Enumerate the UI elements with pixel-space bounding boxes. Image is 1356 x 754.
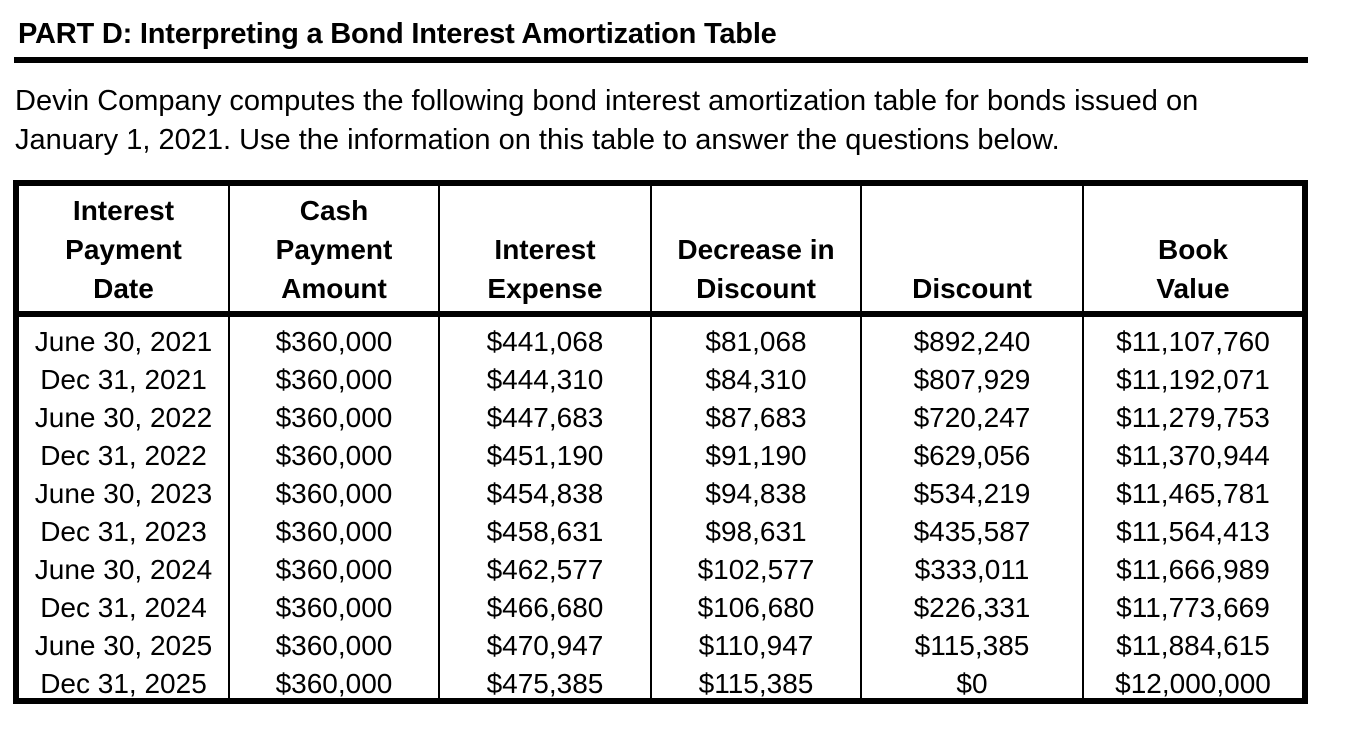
cell-interest-expense: $458,631 <box>439 513 651 551</box>
cell-payment-date: Dec 31, 2024 <box>40 592 207 623</box>
cell-decrease-in-discount: $94,838 <box>651 475 861 513</box>
cell-discount: $534,219 <box>861 475 1083 513</box>
cell-cash-payment: $360,000 <box>229 627 439 665</box>
cell-book-value: $11,279,753 <box>1083 399 1302 437</box>
title-divider <box>14 57 1308 63</box>
cell-cash-payment: $360,000 <box>229 589 439 627</box>
header-discount: Discount <box>861 186 1083 314</box>
cell-payment-date: June 30, 2025 <box>34 630 213 661</box>
cell-discount: $226,331 <box>861 589 1083 627</box>
cell-book-value: $11,666,989 <box>1083 551 1302 589</box>
table-row <box>19 361 1302 399</box>
table-header-row <box>19 186 1302 314</box>
cell-discount: $720,247 <box>861 399 1083 437</box>
cell-decrease-in-discount: $98,631 <box>651 513 861 551</box>
cell-discount: $0 <box>861 665 1083 703</box>
cell-interest-expense: $454,838 <box>439 475 651 513</box>
table-row <box>19 665 1302 703</box>
cell-payment-date: June 30, 2021 <box>34 326 213 357</box>
cell-payment-date: Dec 31, 2025 <box>40 668 207 699</box>
cell-payment-date: June 30, 2023 <box>34 478 213 509</box>
cell-interest-expense: $466,680 <box>439 589 651 627</box>
cell-payment-date: Dec 31, 2022 <box>40 440 207 471</box>
cell-book-value: $11,564,413 <box>1083 513 1302 551</box>
cell-interest-expense: $441,068 <box>439 314 651 361</box>
intro-paragraph <box>15 82 1315 160</box>
cell-discount: $629,056 <box>861 437 1083 475</box>
cell-decrease-in-discount: $87,683 <box>651 399 861 437</box>
table-row <box>19 551 1302 589</box>
cell-cash-payment: $360,000 <box>229 437 439 475</box>
cell-payment-date: Dec 31, 2021 <box>40 364 207 395</box>
table-row <box>19 513 1302 551</box>
cell-discount: $115,385 <box>861 627 1083 665</box>
cell-cash-payment: $360,000 <box>229 475 439 513</box>
cell-discount: $892,240 <box>861 314 1083 361</box>
amortization-table <box>19 186 1302 703</box>
cell-cash-payment: $360,000 <box>229 361 439 399</box>
cell-decrease-in-discount: $81,068 <box>651 314 861 361</box>
cell-interest-expense: $451,190 <box>439 437 651 475</box>
table-row <box>19 589 1302 627</box>
cell-cash-payment: $360,000 <box>229 665 439 703</box>
cell-cash-payment: $360,000 <box>229 399 439 437</box>
cell-cash-payment: $360,000 <box>229 551 439 589</box>
table-row <box>19 627 1302 665</box>
cell-decrease-in-discount: $91,190 <box>651 437 861 475</box>
page-title: PART D: Interpreting a Bond Interest Amortization Table <box>18 18 777 50</box>
cell-book-value: $12,000,000 <box>1083 665 1302 703</box>
cell-payment-date: June 30, 2022 <box>34 402 213 433</box>
header-cash-payment-amount: Cash Payment Amount <box>229 186 439 314</box>
cell-payment-date: Dec 31, 2023 <box>40 516 207 547</box>
cell-decrease-in-discount: $115,385 <box>651 665 861 703</box>
cell-book-value: $11,465,781 <box>1083 475 1302 513</box>
table-body <box>19 314 1302 703</box>
cell-decrease-in-discount: $84,310 <box>651 361 861 399</box>
cell-payment-date: June 30, 2024 <box>34 554 213 585</box>
cell-book-value: $11,370,944 <box>1083 437 1302 475</box>
cell-interest-expense: $475,385 <box>439 665 651 703</box>
cell-interest-expense: $470,947 <box>439 627 651 665</box>
cell-cash-payment: $360,000 <box>229 513 439 551</box>
table-row <box>19 475 1302 513</box>
cell-discount: $435,587 <box>861 513 1083 551</box>
cell-book-value: $11,192,071 <box>1083 361 1302 399</box>
cell-cash-payment: $360,000 <box>229 314 439 361</box>
header-interest-payment-date: Interest Payment Date <box>19 186 229 314</box>
header-interest-expense: Interest Expense <box>439 186 651 314</box>
cell-discount: $333,011 <box>861 551 1083 589</box>
intro-line-1: Devin Company computes the following bond interest amortization table for bonds issued on <box>15 85 1199 117</box>
cell-book-value: $11,773,669 <box>1083 589 1302 627</box>
table-row <box>19 437 1302 475</box>
intro-line-2: January 1, 2021. Use the information on this table to answer the questions below. <box>15 124 1060 156</box>
amortization-table-frame <box>13 180 1308 704</box>
cell-interest-expense: $447,683 <box>439 399 651 437</box>
cell-book-value: $11,884,615 <box>1083 627 1302 665</box>
cell-interest-expense: $444,310 <box>439 361 651 399</box>
header-book-value: Book Value <box>1083 186 1302 314</box>
table-row <box>19 399 1302 437</box>
cell-interest-expense: $462,577 <box>439 551 651 589</box>
cell-decrease-in-discount: $106,680 <box>651 589 861 627</box>
cell-decrease-in-discount: $102,577 <box>651 551 861 589</box>
header-decrease-in-discount: Decrease in Discount <box>651 186 861 314</box>
cell-decrease-in-discount: $110,947 <box>651 627 861 665</box>
cell-discount: $807,929 <box>861 361 1083 399</box>
table-row <box>19 314 1302 361</box>
cell-book-value: $11,107,760 <box>1083 314 1302 361</box>
